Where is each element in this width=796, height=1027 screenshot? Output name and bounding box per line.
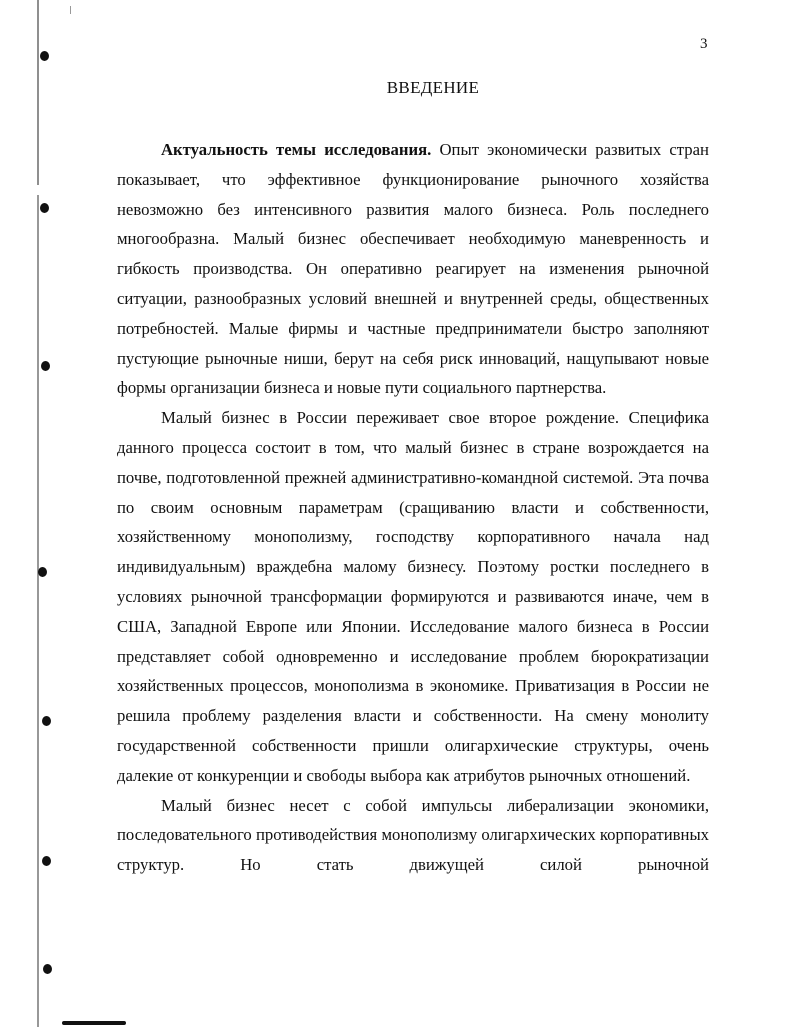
paragraph-lead: Актуальность темы исследования. — [161, 140, 432, 159]
page-title: ВВЕДЕНИЕ — [386, 78, 480, 97]
paragraph-liberalization: Малый бизнес несет с собой импульсы либерализации экономики, последовательного противодействия монополизму олигархических корпоративных структур. Но стать движущей силой рыночной — [117, 795, 709, 875]
punch-hole-dot — [43, 964, 52, 974]
scan-edge-tick — [70, 6, 71, 14]
document-body — [117, 135, 709, 880]
punch-hole-dot — [40, 51, 49, 61]
punch-hole-dot — [38, 567, 47, 577]
scan-bottom-bar — [62, 1021, 126, 1025]
punch-hole-dot — [42, 856, 51, 866]
paragraph-relevance — [117, 135, 709, 403]
scan-left-edge — [37, 0, 39, 1027]
punch-hole-dot — [41, 361, 50, 371]
punch-hole-dot — [40, 203, 49, 213]
punch-hole-dot — [42, 716, 51, 726]
page-number: 3 — [700, 36, 708, 52]
paragraph-russia: Малый бизнес в России переживает свое второе рождение. Специфика данного процесса состоит в том, что малый бизнес в стране возрождается на почве, подготовленной прежней административно-командной системой. Эта почва по своим основным параметрам (сращиванию власти и собственности, хозяйственному монополизму, господству корпоративного начала над индивидуальным) враждебна малому бизнесу. Поэтому ростки последнего в условиях рыночной трансформации формируются и развиваются иначе, чем в США, Западной Европе или Японии. Исследование малого бизнеса в России представляет собой одновременно и исследование проблем бюрократизации хозяйственных процессов, монополизма в экономике. Приватизация в России не решила проблему разделения власти и собственности. На смену монолиту государственной собственности пришли олигархические структуры, очень далекие от конкуренции и свободы выбора как атрибутов рыночных отношений. — [117, 408, 709, 785]
paragraph-text: Опыт экономически развитых стран показывает, что эффективное функционирование рыночного хозяйства невозможно без интенсивного развития малого бизнеса. Роль последнего многообразна. Малый бизнес обеспечивает необходимую маневренность и гибкость производства. Он оперативно реагирует на изменения рыночной ситуации, разнообразных условий внешней и внутренней среды, общественных потребностей. Малые фирмы и частные предприниматели быстро заполняют пустующие рыночные ниши, берут на себя риск инноваций, нащупывают новые формы организации бизнеса и новые пути социального партнерства. — [117, 140, 709, 398]
